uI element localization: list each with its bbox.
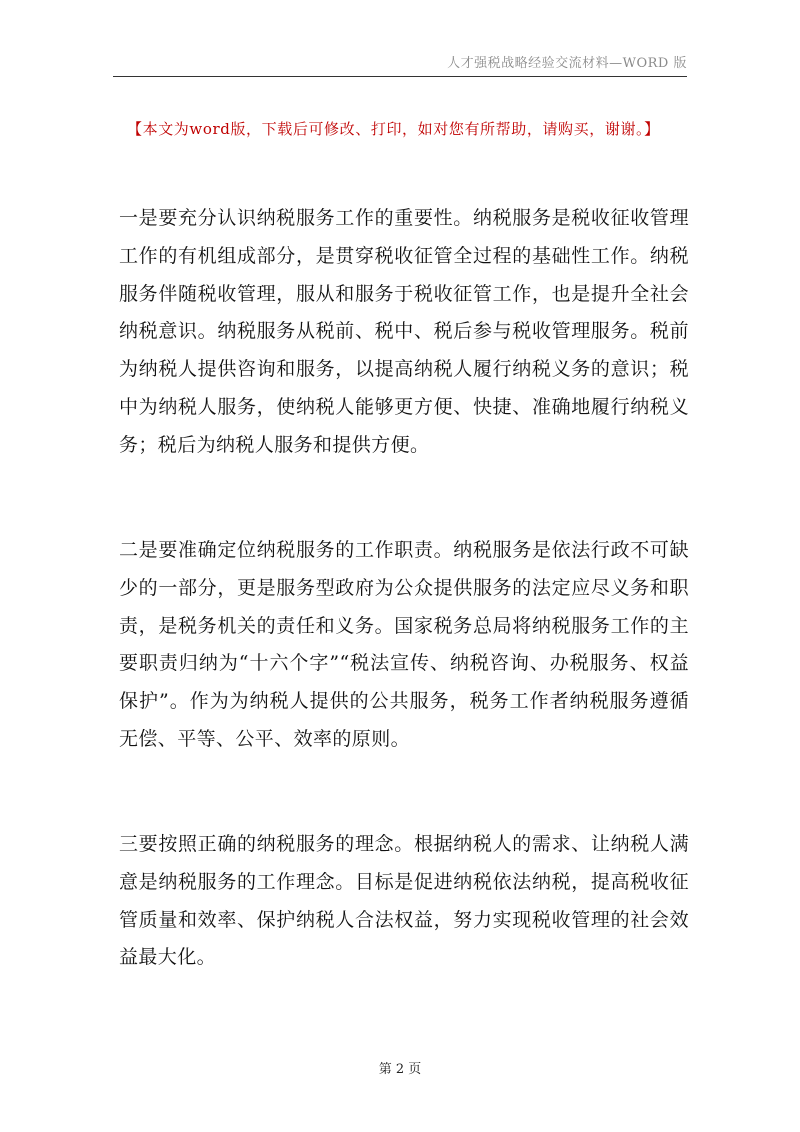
paragraph-3: 三要按照正确的纳税服务的理念。根据纳税人的需求、让纳税人满意是纳税服务的工作理念。目标是促进纳税依法纳税，提高税收征管质量和效率、保护纳税人合法权益，努力实现税收管理的社会效益最大化。 bbox=[119, 833, 689, 969]
paragraph-2: 二是要准确定位纳税服务的工作职责。纳税服务是依法行政不可缺少的一部分，更是服务型政府为公众提供服务的法定应尽义务和职责，是税务机关的责任和义务。国家税务总局将纳税服务工作的主要职责归纳为“十六个字”“税法宣传、纳税咨询、办税服务、权益保护”。作为为纳税人提供的公共服务，税务工作者纳税服务遵循无偿、平等、公平、效率的原则。 bbox=[119, 539, 689, 750]
document-header-title: 人才强税战略经验交流材料—WORD 版 bbox=[447, 56, 687, 71]
paragraph-1: 一是要充分认识纳税服务工作的重要性。纳税服务是税收征收管理工作的有机组成部分，是贯穿税收征管全过程的基础性工作。纳税服务伴随税收管理，服从和服务于税收征管工作，也是提升全社会纳税意识。纳税服务从税前、税中、税后参与税收管理服务。税前为纳税人提供咨询和服务，以提高纳税人履行纳税义务的意识；税中为纳税人服务，使纳税人能够更方便、快捷、准确地履行纳税义务；税后为纳税人服务和提供方便。 bbox=[119, 207, 689, 456]
purchase-notice: 【本文为word版，下载后可修改、打印，如对您有所帮助，请购买，谢谢。】 bbox=[127, 120, 660, 138]
header-divider bbox=[113, 76, 687, 77]
page-number: 第 2 页 bbox=[378, 1062, 422, 1077]
